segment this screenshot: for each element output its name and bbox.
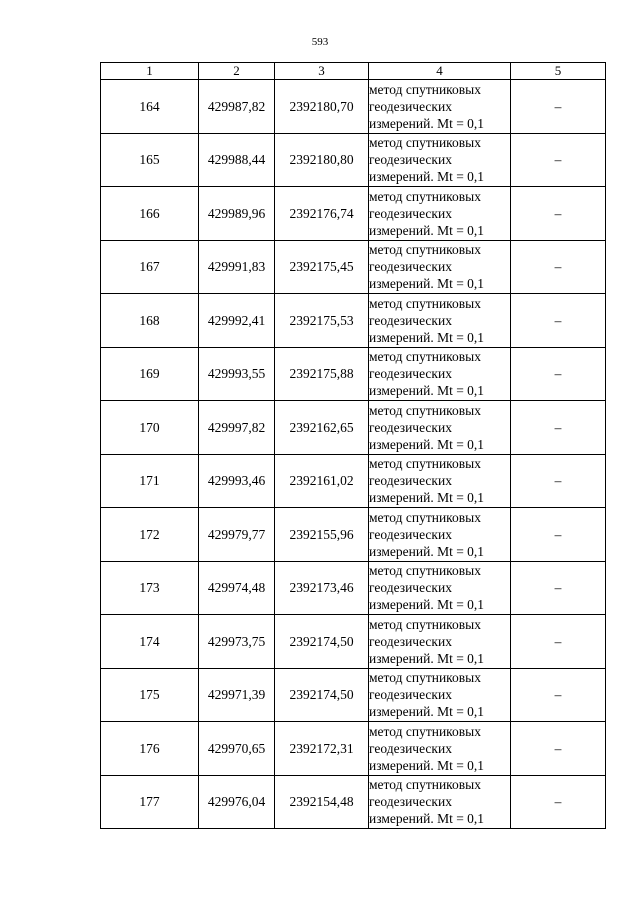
x-coordinate-cell: 429992,41: [199, 294, 275, 348]
method-line: геодезических: [369, 794, 452, 810]
method-line: геодезических: [369, 633, 452, 649]
method-line: измерений. Mt = 0,1: [369, 115, 485, 131]
method-line: метод спутниковых: [369, 135, 481, 151]
method-line: измерений. Mt = 0,1: [369, 276, 485, 292]
method-line: измерений. Mt = 0,1: [369, 597, 485, 613]
note-cell: –: [511, 454, 606, 508]
note-cell: –: [511, 187, 606, 241]
table-row: [101, 668, 606, 722]
method-line: метод спутниковых: [369, 509, 481, 525]
point-number-cell: 164: [101, 80, 199, 134]
method-line: измерений. Mt = 0,1: [369, 490, 485, 506]
y-coordinate-cell: 2392172,31: [275, 722, 369, 776]
note-cell: –: [511, 401, 606, 455]
method-line: измерений. Mt = 0,1: [369, 811, 485, 827]
method-line: измерений. Mt = 0,1: [369, 329, 485, 345]
method-line: метод спутниковых: [369, 81, 481, 97]
table-row: [101, 187, 606, 241]
method-cell: [369, 347, 511, 401]
y-coordinate-cell: 2392180,80: [275, 133, 369, 187]
point-number-cell: 171: [101, 454, 199, 508]
method-line: метод спутниковых: [369, 349, 481, 365]
column-header-3: 3: [275, 63, 369, 80]
note-cell: –: [511, 133, 606, 187]
method-line: метод спутниковых: [369, 670, 481, 686]
method-line: измерений. Mt = 0,1: [369, 383, 485, 399]
method-line: метод спутниковых: [369, 563, 481, 579]
method-line: метод спутниковых: [369, 456, 481, 472]
method-cell: [369, 133, 511, 187]
method-cell: [369, 775, 511, 829]
point-number-cell: 175: [101, 668, 199, 722]
method-line: метод спутниковых: [369, 616, 481, 632]
y-coordinate-cell: 2392154,48: [275, 775, 369, 829]
method-cell: [369, 294, 511, 348]
method-line: геодезических: [369, 687, 452, 703]
point-number-cell: 170: [101, 401, 199, 455]
x-coordinate-cell: 429970,65: [199, 722, 275, 776]
table-row: [101, 775, 606, 829]
table-row: [101, 615, 606, 669]
x-coordinate-cell: 429989,96: [199, 187, 275, 241]
method-line: измерений. Mt = 0,1: [369, 650, 485, 666]
y-coordinate-cell: 2392155,96: [275, 508, 369, 562]
point-number-cell: 166: [101, 187, 199, 241]
method-cell: [369, 240, 511, 294]
method-cell: [369, 187, 511, 241]
y-coordinate-cell: 2392175,88: [275, 347, 369, 401]
y-coordinate-cell: 2392161,02: [275, 454, 369, 508]
x-coordinate-cell: 429993,46: [199, 454, 275, 508]
note-cell: –: [511, 668, 606, 722]
x-coordinate-cell: 429974,48: [199, 561, 275, 615]
method-line: измерений. Mt = 0,1: [369, 169, 485, 185]
column-header-2: 2: [199, 63, 275, 80]
table-row: [101, 133, 606, 187]
point-number-cell: 169: [101, 347, 199, 401]
method-cell: [369, 454, 511, 508]
method-line: геодезических: [369, 205, 452, 221]
note-cell: –: [511, 347, 606, 401]
point-number-cell: 168: [101, 294, 199, 348]
table-body: [101, 80, 606, 829]
point-number-cell: 174: [101, 615, 199, 669]
method-cell: [369, 722, 511, 776]
point-number-cell: 176: [101, 722, 199, 776]
method-line: измерений. Mt = 0,1: [369, 222, 485, 238]
method-line: метод спутниковых: [369, 295, 481, 311]
column-header-5: 5: [511, 63, 606, 80]
table-row: [101, 401, 606, 455]
method-line: геодезических: [369, 312, 452, 328]
x-coordinate-cell: 429976,04: [199, 775, 275, 829]
method-cell: [369, 508, 511, 562]
note-cell: –: [511, 561, 606, 615]
method-line: геодезических: [369, 419, 452, 435]
note-cell: –: [511, 240, 606, 294]
method-line: метод спутниковых: [369, 188, 481, 204]
table-row: [101, 508, 606, 562]
x-coordinate-cell: 429973,75: [199, 615, 275, 669]
point-number-cell: 165: [101, 133, 199, 187]
table-row: [101, 561, 606, 615]
x-coordinate-cell: 429997,82: [199, 401, 275, 455]
x-coordinate-cell: 429971,39: [199, 668, 275, 722]
method-line: геодезических: [369, 740, 452, 756]
y-coordinate-cell: 2392173,46: [275, 561, 369, 615]
y-coordinate-cell: 2392175,53: [275, 294, 369, 348]
x-coordinate-cell: 429979,77: [199, 508, 275, 562]
method-cell: [369, 668, 511, 722]
table-row: [101, 294, 606, 348]
note-cell: –: [511, 615, 606, 669]
method-line: измерений. Mt = 0,1: [369, 436, 485, 452]
method-cell: [369, 615, 511, 669]
page-number: 593: [311, 36, 329, 48]
method-cell: [369, 80, 511, 134]
coordinates-table: [100, 62, 606, 829]
y-coordinate-cell: 2392180,70: [275, 80, 369, 134]
method-line: метод спутниковых: [369, 777, 481, 793]
y-coordinate-cell: 2392175,45: [275, 240, 369, 294]
x-coordinate-cell: 429991,83: [199, 240, 275, 294]
method-line: геодезических: [369, 98, 452, 114]
method-line: метод спутниковых: [369, 402, 481, 418]
method-line: метод спутниковых: [369, 242, 481, 258]
x-coordinate-cell: 429993,55: [199, 347, 275, 401]
note-cell: –: [511, 508, 606, 562]
note-cell: –: [511, 294, 606, 348]
method-line: геодезических: [369, 580, 452, 596]
table-row: [101, 240, 606, 294]
note-cell: –: [511, 80, 606, 134]
method-cell: [369, 561, 511, 615]
y-coordinate-cell: 2392162,65: [275, 401, 369, 455]
method-line: геодезических: [369, 366, 452, 382]
point-number-cell: 167: [101, 240, 199, 294]
table-header-row: [101, 63, 606, 80]
method-line: измерений. Mt = 0,1: [369, 543, 485, 559]
y-coordinate-cell: 2392174,50: [275, 615, 369, 669]
method-line: измерений. Mt = 0,1: [369, 704, 485, 720]
method-line: метод спутниковых: [369, 723, 481, 739]
x-coordinate-cell: 429987,82: [199, 80, 275, 134]
point-number-cell: 172: [101, 508, 199, 562]
method-line: геодезических: [369, 259, 452, 275]
method-line: геодезических: [369, 152, 452, 168]
note-cell: –: [511, 775, 606, 829]
table-row: [101, 80, 606, 134]
table-row: [101, 722, 606, 776]
note-cell: –: [511, 722, 606, 776]
column-header-4: 4: [369, 63, 511, 80]
table-row: [101, 347, 606, 401]
method-line: геодезических: [369, 526, 452, 542]
y-coordinate-cell: 2392176,74: [275, 187, 369, 241]
table-row: [101, 454, 606, 508]
y-coordinate-cell: 2392174,50: [275, 668, 369, 722]
method-cell: [369, 401, 511, 455]
column-header-1: 1: [101, 63, 199, 80]
x-coordinate-cell: 429988,44: [199, 133, 275, 187]
point-number-cell: 173: [101, 561, 199, 615]
method-line: геодезических: [369, 473, 452, 489]
method-line: измерений. Mt = 0,1: [369, 757, 485, 773]
point-number-cell: 177: [101, 775, 199, 829]
